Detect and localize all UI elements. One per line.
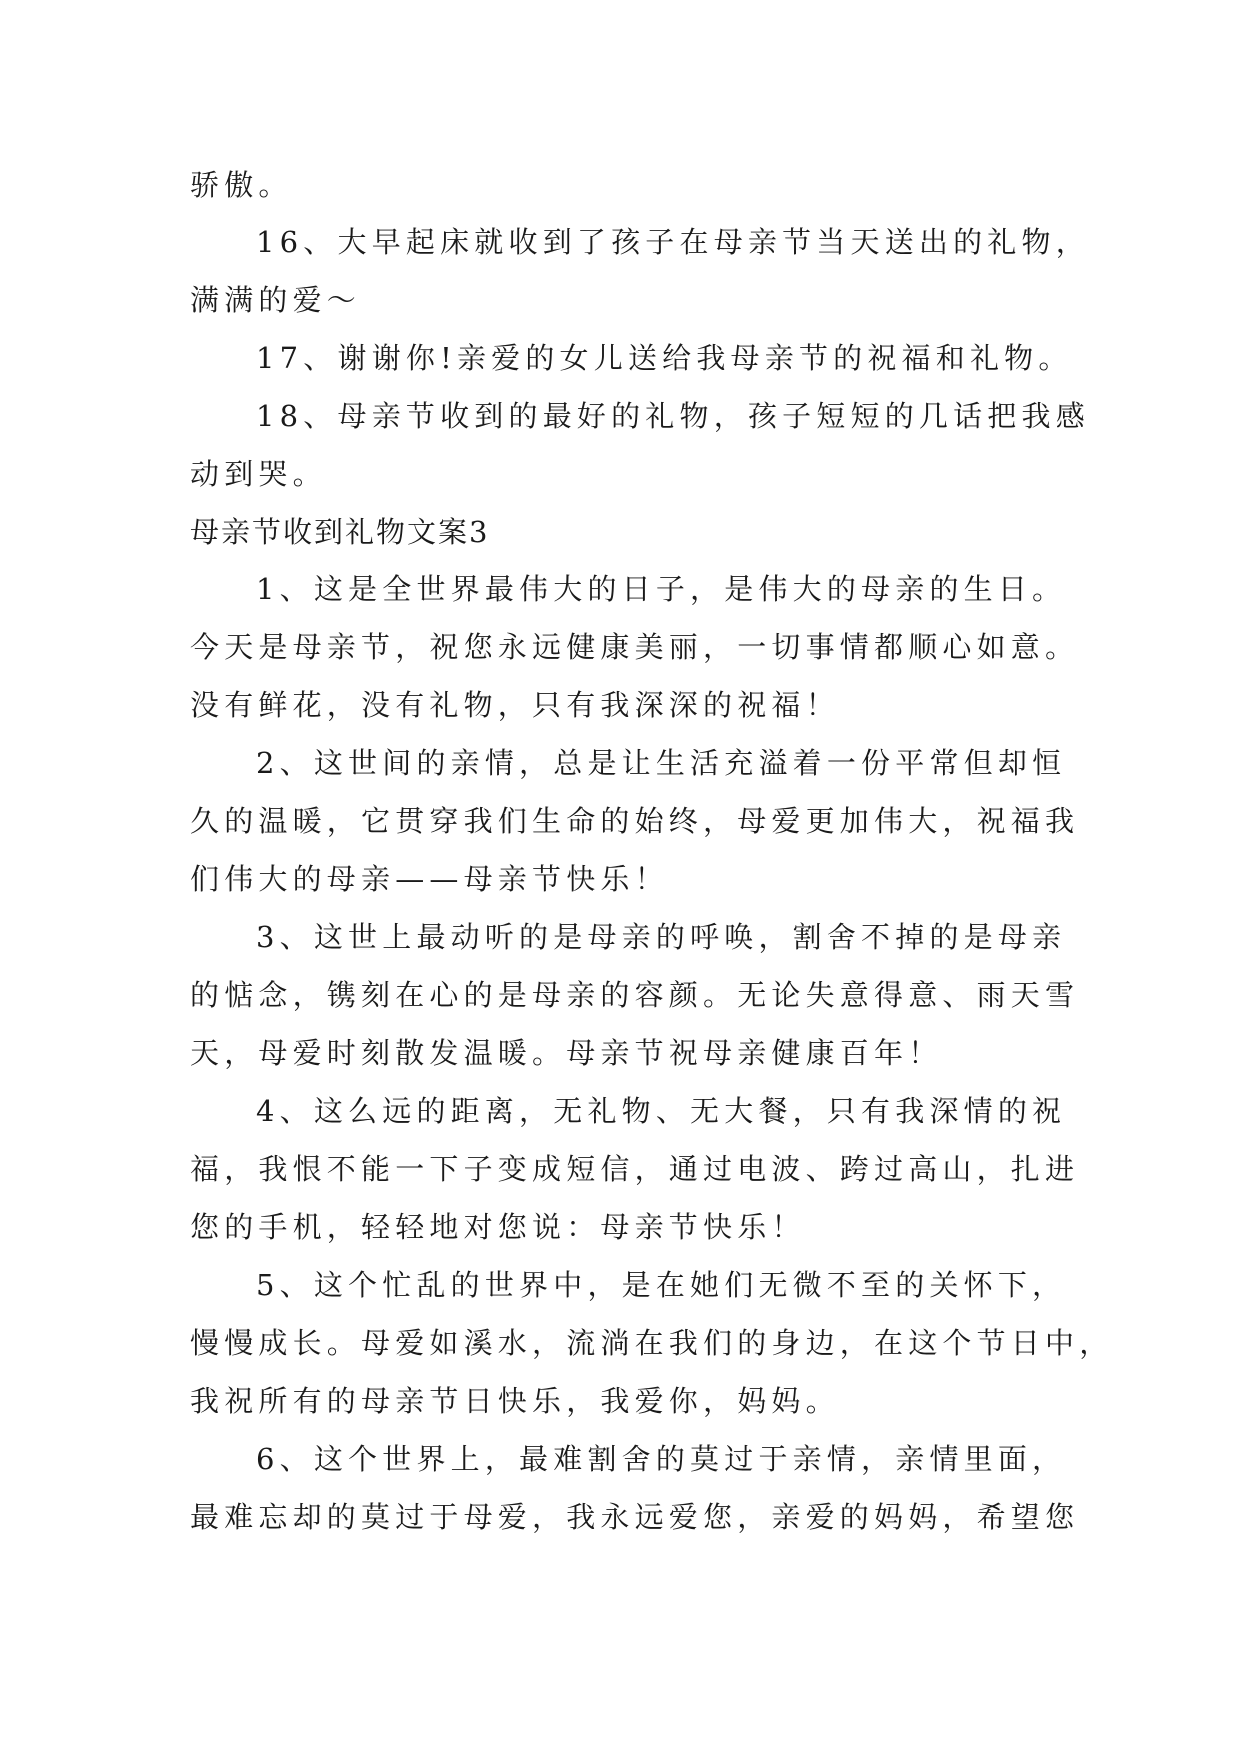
text-line: 6、这个世界上，最难割舍的莫过于亲情，亲情里面，: [256, 1442, 1067, 1476]
text-line: 3、这世上最动听的是母亲的呼唤，割舍不掉的是母亲: [256, 920, 1067, 954]
text-line: 的惦念，镌刻在心的是母亲的容颜。无论失意得意、雨天雪: [190, 978, 1080, 1012]
text-line: 满满的爱～: [190, 283, 362, 317]
text-line: 久的温暖，它贯穿我们生命的始终，母爱更加伟大，祝福我: [190, 804, 1080, 838]
text-line: 慢慢成长。母爱如溪水，流淌在我们的身边，在这个节日中，: [190, 1326, 1114, 1360]
text-line: 18、母亲节收到的最好的礼物，孩子短短的几话把我感: [256, 399, 1090, 433]
text-line: 您的手机，轻轻地对您说：母亲节快乐！: [190, 1210, 806, 1244]
text-line: 天，母爱时刻散发温暖。母亲节祝母亲健康百年！: [190, 1036, 943, 1070]
text-line: 2、这世间的亲情，总是让生活充溢着一份平常但却恒: [256, 746, 1067, 780]
text-line: 动到哭。: [190, 457, 327, 491]
text-line: 我祝所有的母亲节日快乐，我爱你，妈妈。: [190, 1384, 840, 1418]
text-line: 17、谢谢你!亲爱的女儿送给我母亲节的祝福和礼物。: [256, 341, 1073, 375]
text-line: 5、这个忙乱的世界中，是在她们无微不至的关怀下，: [256, 1268, 1067, 1302]
text-line: 最难忘却的莫过于母爱，我永远爱您，亲爱的妈妈，希望您: [190, 1500, 1080, 1534]
text-line: 今天是母亲节，祝您永远健康美丽，一切事情都顺心如意。: [190, 630, 1080, 664]
text-line: 没有鲜花，没有礼物，只有我深深的祝福！: [190, 688, 840, 722]
text-line: 16、大早起床就收到了孩子在母亲节当天送出的礼物，: [256, 225, 1090, 259]
text-line: 福，我恨不能一下子变成短信，通过电波、跨过高山，扎进: [190, 1152, 1080, 1186]
text-line: 4、这么远的距离，无礼物、无大餐，只有我深情的祝: [256, 1094, 1067, 1128]
text-line: 们伟大的母亲——母亲节快乐！: [190, 862, 669, 896]
section-heading: 母亲节收到礼物文案3: [190, 515, 490, 549]
text-line: 1、这是全世界最伟大的日子，是伟大的母亲的生日。: [256, 572, 1067, 606]
text-line: 骄傲。: [190, 168, 293, 202]
